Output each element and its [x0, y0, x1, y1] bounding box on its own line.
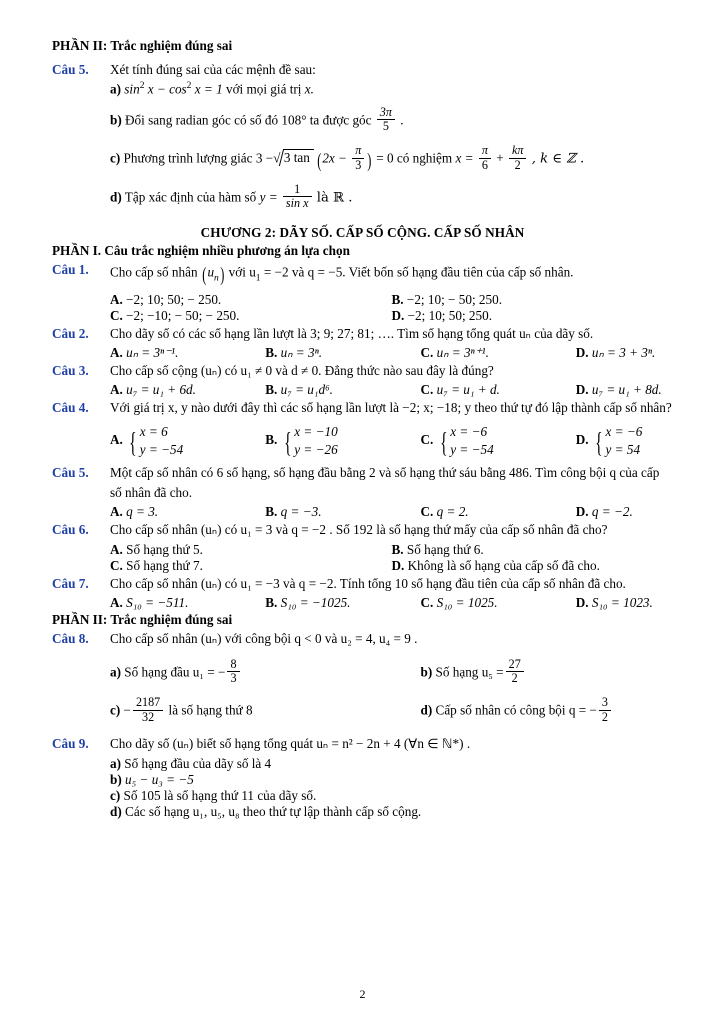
option-B[interactable] — [392, 292, 674, 308]
fraction-1-sinx — [283, 183, 312, 211]
system-line-1: x = −10 — [294, 423, 338, 439]
option-text: uₙ = 3ⁿ. — [280, 344, 323, 360]
question-stem: Cho dãy số (uₙ) biết số hạng tổng quát uₙ = n² − 2n + 4 (∀n ∈ ℕ*) . — [110, 736, 471, 752]
part2-heading: PHẦN II: Trắc nghiệm đúng sai — [52, 612, 233, 628]
sub-c-text5: = 0 — [376, 150, 394, 166]
fraction-numerator: 3π — [379, 104, 392, 119]
sub-d-text1: Tập xác định của hàm số — [124, 188, 257, 204]
sub-option-b[interactable] — [421, 658, 725, 686]
sub-b-text1: Đổi sang radian góc có số đó 108° ta được góc — [125, 112, 372, 128]
question-block-2 — [52, 324, 673, 344]
q2-options — [52, 345, 725, 361]
option-text: −2; 10; 50; − 250. — [126, 291, 222, 307]
q5-top-sub-d — [52, 183, 673, 211]
sub-label-b: b) — [420, 664, 433, 680]
sub-c-text: là số hạng thứ 8 — [168, 702, 253, 718]
option-label: C. — [420, 431, 434, 447]
sub-d-text: Cấp số nhân có công bội q = − — [435, 702, 597, 718]
option-A[interactable] — [110, 595, 265, 611]
question-stem: Với giá trị x, y nào dưới đây thì các số hạng lần lượt là −2; x; −18; y theo thứ tự đó lập thành cấp số nhân? — [110, 400, 672, 416]
question-label: Câu 5. — [52, 464, 89, 480]
option-label: B. — [265, 382, 278, 398]
q9-sub-d[interactable] — [52, 804, 673, 820]
option-text: q = −2. — [591, 504, 633, 520]
sub-c-text8: + — [496, 150, 504, 166]
option-label: A. — [110, 541, 123, 557]
fraction-denominator: 5 — [377, 119, 395, 134]
sub-d-text: Các số hạng u₁, u₅, u₈ theo thứ tự lập thành cấp số cộng. — [125, 803, 422, 819]
question-block-7 — [52, 574, 673, 594]
option-B[interactable] — [265, 504, 420, 520]
fraction-kpi-2 — [509, 144, 526, 172]
option-text: u₇ = u₁ + d. — [436, 382, 500, 398]
fraction-numerator: kπ — [511, 143, 524, 158]
stem-u-close: ) — [220, 263, 225, 286]
sub-c-text2: 3 − — [255, 150, 274, 166]
option-B[interactable] — [265, 595, 420, 611]
q8-row-cd — [52, 696, 725, 724]
option-label: B. — [391, 541, 404, 557]
option-text: Số hạng thứ 5. — [126, 541, 203, 557]
fraction-3pi-5 — [377, 106, 395, 134]
q7-options — [52, 595, 725, 611]
option-text: −2; 10; 50; 250. — [407, 307, 492, 323]
fraction-numerator: 8 — [230, 656, 237, 671]
option-label: A. — [110, 382, 123, 398]
q3-options — [52, 382, 725, 398]
system-line-2: y = 54 — [605, 441, 641, 457]
option-D[interactable] — [576, 595, 725, 611]
option-B[interactable] — [265, 382, 420, 398]
sub-label-b: b) — [110, 771, 122, 787]
option-text: u₇ = u₁d⁶. — [280, 382, 333, 398]
sub-label-c: c) — [110, 787, 121, 803]
question-block-6 — [52, 520, 673, 540]
question-block-9 — [52, 734, 673, 754]
sub-d-text2: y = — [259, 188, 278, 204]
left-paren: ( — [316, 149, 322, 172]
sub-a-text: Số hạng đầu của dãy số là 4 — [124, 755, 272, 771]
option-label: C. — [420, 344, 434, 360]
system-brace: { — [439, 428, 448, 460]
system-body — [450, 423, 493, 459]
question-stem: Cho cấp số nhân (uₙ) với công bội q < 0 và u₂ = 4, u₄ = 9 . — [110, 631, 418, 647]
fraction-pi-3 — [352, 144, 364, 172]
sub-d-text3: là ℝ . — [316, 189, 353, 205]
option-label: D. — [575, 595, 589, 611]
option-B[interactable] — [392, 542, 674, 558]
question-block-8 — [52, 629, 673, 649]
q4-options — [52, 423, 725, 459]
option-D[interactable] — [392, 558, 674, 574]
q8-row-ab — [52, 658, 725, 686]
option-label: A. — [110, 344, 123, 360]
fraction-numerator: 1 — [294, 181, 301, 196]
fraction-denominator: 2 — [599, 710, 611, 725]
sub-a-text3: − cos — [156, 81, 187, 97]
fraction-3-2 — [599, 696, 611, 724]
option-A[interactable] — [110, 423, 265, 459]
option-label: C. — [420, 382, 434, 398]
question-stem: Cho cấp số nhân (uₙ) có u₁ = −3 và q = −2. Tính tổng 10 số hạng đầu tiên của cấp số nhân đã cho. — [110, 575, 626, 591]
sub-c-text6: có nghiệm — [396, 150, 453, 166]
sub-b-text2: . — [400, 112, 404, 128]
chapter-title: CHƯƠNG 2: DÃY SỐ. CẤP SỐ CỘNG. CẤP SỐ NHÂN — [200, 224, 525, 240]
question-label: Câu 3. — [52, 362, 89, 378]
question-stem: Cho cấp số nhân (uₙ) có u₁ = 3 và q = −2 . Số 192 là số hạng thứ mấy của cấp số nhân đã cho? — [110, 522, 608, 538]
sub-label-a: a) — [110, 664, 121, 680]
fraction-27-2 — [506, 658, 524, 686]
option-text: S₁₀ = −1025. — [280, 595, 351, 611]
sub-label-d: d) — [110, 803, 122, 819]
option-D[interactable] — [576, 345, 725, 361]
option-label: D. — [575, 431, 589, 447]
sub-option-d[interactable] — [421, 696, 725, 724]
option-A[interactable] — [110, 504, 265, 520]
question-block-4 — [52, 398, 673, 418]
stem-part2: với u — [228, 264, 256, 280]
system-body — [140, 423, 183, 459]
option-C[interactable] — [421, 595, 576, 611]
fraction-numerator: 27 — [508, 656, 521, 671]
option-D[interactable] — [576, 423, 725, 459]
option-text: u₇ = u₁ + 8d. — [591, 382, 662, 398]
option-label: A. — [110, 291, 123, 307]
fraction-denominator: 2 — [506, 671, 524, 686]
question-label: Câu 5. — [52, 62, 89, 77]
option-label: C. — [420, 595, 434, 611]
sub-label-c: c) — [110, 150, 121, 166]
sqrt-3-tan — [279, 149, 314, 166]
fraction-denominator: 6 — [479, 158, 491, 173]
system-brace: { — [129, 428, 137, 460]
question-label: Câu 4. — [52, 400, 89, 416]
option-text: Số hạng thứ 6. — [406, 541, 484, 557]
option-text: uₙ = 3 + 3ⁿ. — [591, 344, 656, 360]
option-C[interactable] — [421, 504, 576, 520]
option-label: C. — [110, 307, 123, 323]
option-C[interactable] — [110, 308, 392, 324]
option-label: C. — [110, 557, 123, 573]
option-C[interactable] — [110, 558, 392, 574]
part1-heading: PHẦN I. Câu trắc nghiệm nhiều phương án lựa chọn — [52, 242, 350, 258]
option-label: B. — [391, 291, 404, 307]
question-label: Câu 1. — [52, 261, 89, 277]
sub-label-d: d) — [420, 702, 433, 718]
q5-top-sub-c: c) Phương trình lượng giác 3 −√ 3 tan (2x − $\frac{\pi}{3}$ ) = 0 có nghiệm x = $\frac{\pi}{6}$ + $\frac{k\pi}{2}$ , k ∈ ℤ . — [110, 143, 585, 172]
q5-top-sub-b — [52, 106, 673, 134]
right-paren: ) — [367, 149, 372, 172]
question-stem: Xét tính đúng sai của các mệnh đề sau: — [110, 62, 316, 77]
option-text: q = 2. — [436, 504, 469, 520]
sub-label-a: a) — [110, 755, 121, 771]
option-text: −2; −10; − 50; − 250. — [126, 307, 240, 323]
sub-a-text5: với mọi giá trị — [225, 81, 302, 97]
sqrt-content: 3 tan — [284, 150, 311, 166]
system-body — [606, 423, 643, 459]
option-label: D. — [575, 344, 589, 360]
system-body — [294, 423, 337, 459]
q5-top-sub-a: a) $\sin^2 x - \cos^2 x = 1$ với mọi giá trị x. — [110, 81, 314, 97]
option-D[interactable] — [576, 382, 725, 398]
system-line-2: y = −26 — [294, 441, 338, 457]
option-label: C. — [420, 504, 434, 520]
q9-sub-c[interactable] — [52, 788, 673, 804]
fraction-denominator: 3 — [352, 158, 364, 173]
question-label: Câu 9. — [52, 736, 89, 752]
stem-part3: = −2 và q = −5. Viết bốn số hạng đầu tiên của cấp số nhân. — [263, 264, 574, 280]
fraction-2187-32 — [133, 696, 163, 724]
question-label: Câu 8. — [52, 631, 89, 647]
sub-a-text1: sin — [124, 81, 140, 97]
option-A[interactable] — [110, 542, 392, 558]
sub-c-text9: , k ∈ ℤ . — [531, 151, 585, 167]
question-stem: Cho cấp số nhân $(u_n)$ với $u_1 = -2$ và q = −5. Viết bốn số hạng đầu tiên của cấp số nhân. — [110, 260, 673, 291]
question-block-3 — [52, 361, 673, 381]
fraction-numerator: π — [481, 143, 488, 158]
option-text: Không là số hạng của cấp số đã cho. — [407, 557, 600, 573]
option-label: B. — [265, 504, 278, 520]
option-label: B. — [265, 344, 278, 360]
option-text: S₁₀ = 1025. — [436, 595, 498, 611]
option-text: −2; 10; − 50; 250. — [406, 291, 502, 307]
system-brace: { — [594, 428, 603, 460]
q6-options — [52, 542, 673, 574]
q5-options — [52, 504, 725, 520]
sub-c-text4: 2x − — [322, 150, 347, 166]
option-label: A. — [110, 504, 123, 520]
question-label: Câu 2. — [52, 325, 89, 341]
option-text: uₙ = 3ⁿ⁻¹. — [126, 344, 179, 360]
sub-label-d: d) — [110, 188, 122, 204]
sub-a-text2: x — [147, 81, 154, 97]
question-stem: Cho dãy số có các số hạng lần lượt là 3; 9; 27; 81; …. Tìm số hạng tổng quát uₙ của dãy số. — [110, 325, 594, 341]
option-D[interactable] — [392, 308, 674, 324]
part2-top-heading: PHẦN II: Trắc nghiệm đúng sai — [52, 38, 233, 53]
option-C[interactable] — [421, 345, 576, 361]
stem-sub1: 1 — [255, 273, 261, 284]
sub-c-text7: x = — [455, 150, 474, 166]
system-line-2: y = −54 — [450, 441, 494, 457]
question-stem: Cho cấp số cộng (uₙ) có u₁ ≠ 0 và d ≠ 0. Đẳng thức nào sau đây là đúng? — [110, 362, 494, 378]
question-block-1 — [52, 260, 673, 291]
sub-c-text: Số 105 là số hạng thứ 11 của dãy số. — [123, 787, 317, 803]
option-label: D. — [391, 307, 405, 323]
fraction-denominator: 3 — [227, 671, 239, 686]
option-text: uₙ = 3ⁿ⁺¹. — [436, 344, 489, 360]
option-B[interactable] — [265, 345, 420, 361]
system-line-1: x = −6 — [605, 423, 643, 439]
sub-a-text4: x = 1 — [194, 81, 223, 97]
system-line-1: x = −6 — [450, 423, 488, 439]
question-block-5 — [52, 463, 673, 504]
option-label: B. — [265, 431, 278, 447]
sub-c-prefix: − — [123, 702, 131, 718]
page-number: 2 — [359, 987, 366, 1001]
fraction-pi-6 — [479, 144, 491, 172]
option-label: A. — [110, 431, 123, 447]
system-line-2: y = −54 — [139, 441, 184, 457]
fraction-denominator: 32 — [133, 710, 163, 725]
option-text: S₁₀ = 1023. — [591, 595, 653, 611]
question-block-top-5 — [52, 60, 673, 80]
option-B[interactable] — [265, 423, 420, 459]
sub-a-text6: x. — [304, 81, 314, 97]
option-C[interactable] — [421, 423, 576, 459]
option-label: A. — [110, 595, 123, 611]
fraction-8-3 — [227, 658, 239, 686]
option-label: D. — [575, 504, 589, 520]
option-label: B. — [265, 595, 278, 611]
fraction-numerator: 3 — [601, 694, 608, 709]
question-label: Câu 7. — [52, 575, 89, 591]
sub-a-text: Số hạng đầu u₁ = − — [124, 664, 226, 680]
sub-c-text1: Phương trình lượng giác — [123, 150, 253, 166]
sub-label-a: a) — [110, 81, 121, 97]
fraction-denominator: 2 — [509, 158, 526, 173]
option-C[interactable] — [421, 382, 576, 398]
option-D[interactable] — [576, 504, 725, 520]
sub-option-c[interactable] — [110, 696, 421, 724]
stem-u-open: ( — [202, 263, 207, 286]
fraction-denominator: sin x — [283, 196, 312, 211]
sub-b-text: u₅ − u₃ = −5 — [125, 771, 194, 787]
sub-option-a[interactable] — [110, 658, 421, 686]
option-A[interactable] — [110, 292, 392, 308]
option-text: Số hạng thứ 7. — [126, 557, 203, 573]
option-text: u₇ = u₁ + 6d. — [126, 382, 196, 398]
option-A[interactable] — [110, 345, 265, 361]
stem-part1: Cho cấp số nhân — [110, 264, 198, 280]
q9-sub-a[interactable] — [52, 756, 673, 772]
system-line-1: x = 6 — [139, 423, 168, 439]
fraction-numerator: 2187 — [135, 694, 161, 709]
question-label: Câu 6. — [52, 522, 89, 538]
fraction-numerator: π — [355, 143, 362, 158]
option-label: D. — [391, 557, 405, 573]
sub-label-b: b) — [110, 112, 122, 128]
option-text: q = −3. — [280, 504, 322, 520]
question-stem: Một cấp số nhân có 6 số hạng, số hạng đầu bằng 2 và số hạng thứ sáu bằng 486. Tìm công bội q của cấp số nhân đã cho. — [110, 464, 660, 500]
q1-options-row1 — [52, 292, 673, 324]
option-A[interactable] — [110, 382, 265, 398]
sub-b-text: Số hạng u₅ = — [435, 664, 504, 680]
option-text: S₁₀ = −511. — [126, 595, 189, 611]
system-brace: { — [283, 428, 292, 460]
option-label: D. — [575, 382, 589, 398]
q9-sub-b[interactable] — [52, 772, 673, 788]
sub-label-c: c) — [110, 702, 121, 718]
option-text: q = 3. — [126, 504, 159, 520]
